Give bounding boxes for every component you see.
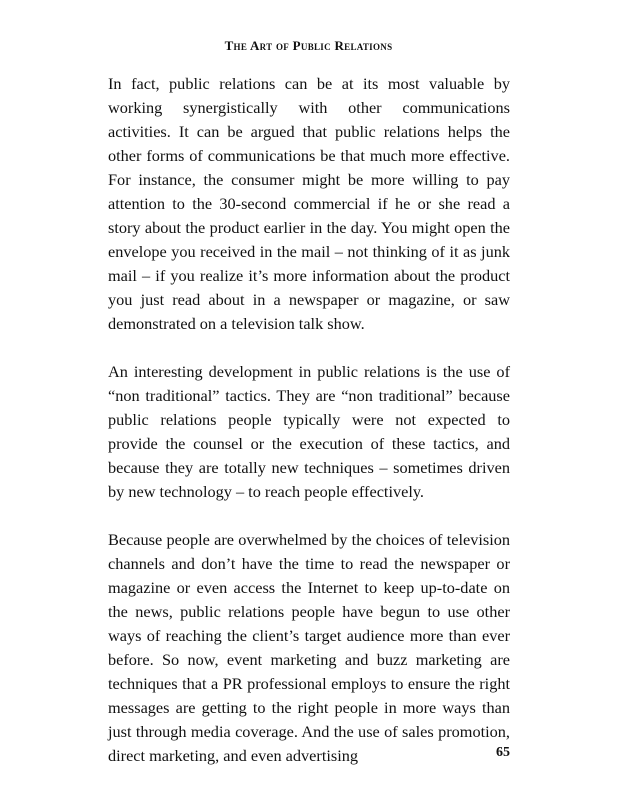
body-text	[108, 72, 510, 792]
page-number: 65	[496, 745, 510, 760]
paragraph-1: In fact, public relations can be at its most valuable by working synergistically with other communications activities. It can be argued that public relations helps the other forms of communications be that much more effective. For instance, the consumer might be more willing to pay attention to the 30-second commercial if he or she read a story about the product earlier in the day. You might open the envelope you received in the mail – not thinking of it as junk mail – if you realize it’s more information about the product you just read about in a newspaper or magazine, or saw demonstrated on a television talk show.	[108, 74, 510, 333]
paragraph-3: Because people are overwhelmed by the choices of television channels and don’t have the time to read the newspaper or magazine or even access the Internet to keep up-to-date on the news, public relations people have begun to use other ways of reaching the client’s target audience more than ever before. So now, event marketing and buzz marketing are techniques that a PR professional employs to ensure the right messages are getting to the right people in more ways than just through media coverage. And the use of sales promotion, direct marketing, and even advertising	[108, 530, 510, 765]
running-header: The Art of Public Relations	[224, 38, 393, 53]
paragraph-2: An interesting development in public relations is the use of “non traditional” tactics. They are “non traditional” because public relations people typically were not expected to provide the counsel or the execution of these tactics, and because they are totally new techniques – sometimes driven by new technology – to reach people effectively.	[108, 362, 510, 501]
